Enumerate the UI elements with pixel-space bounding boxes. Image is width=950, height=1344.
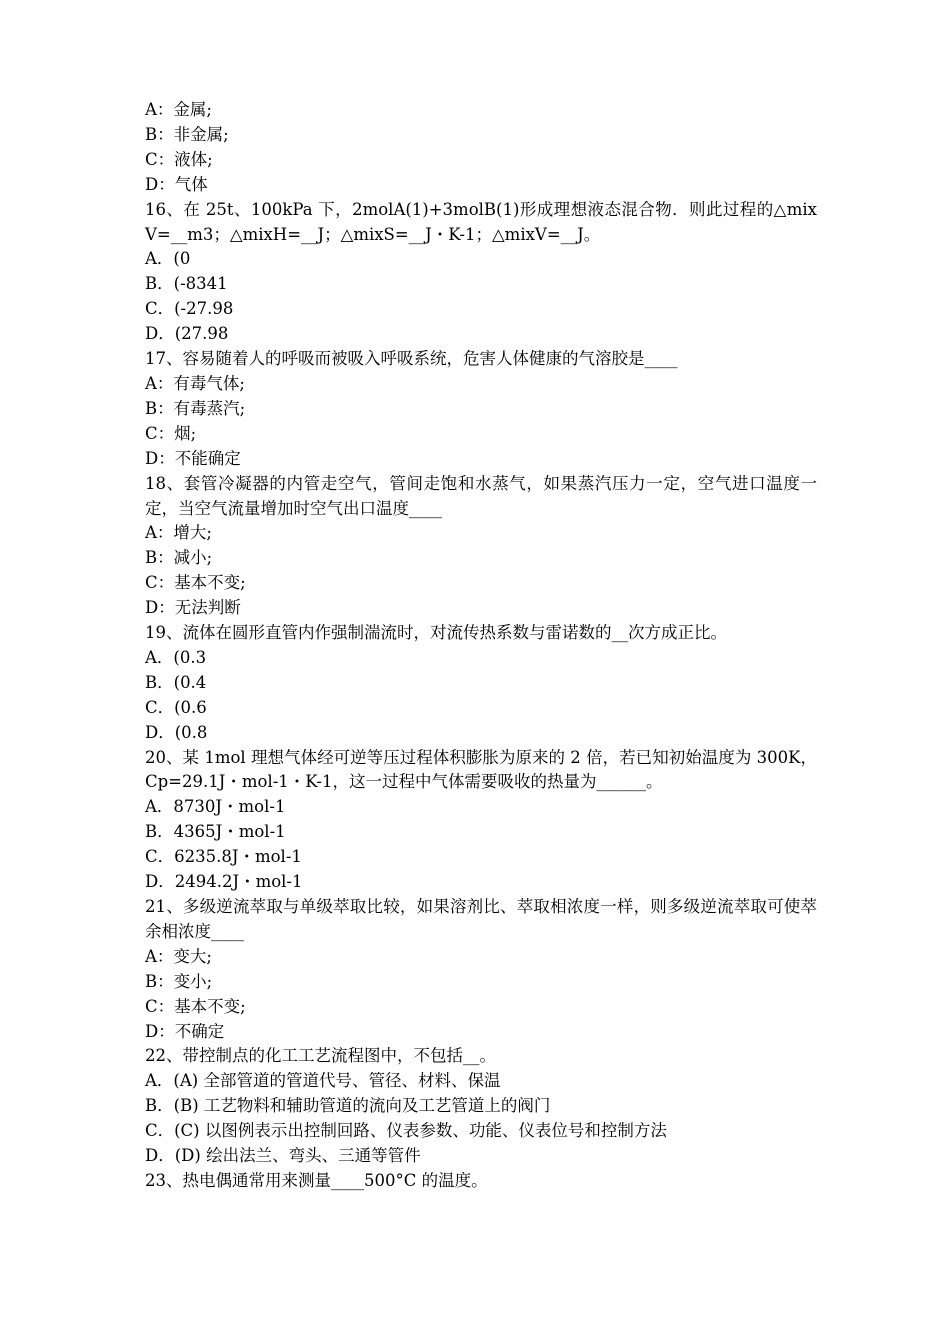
question-stem: 21、多级逆流萃取与单级萃取比较，如果溶剂比、萃取相浓度一样，则多级逆流萃取可使萃余相浓度____ [145, 897, 817, 941]
question-stem: 20、某 1mol 理想气体经可逆等压过程体积膨胀为原来的 2 倍，若已知初始温度为 300K，Cp=29.1J・mol-1・K-1，这一过程中气体需要吸收的热量为______。 [145, 747, 817, 792]
answer-option: A．8730J・mol-1 [145, 797, 286, 817]
answer-option: C：烟; [145, 423, 197, 443]
answer-option: B．4365J・mol-1 [145, 822, 286, 842]
answer-option: B：变小; [145, 971, 213, 991]
question-stem: 23、热电偶通常用来测量____500°C 的温度。 [145, 1170, 488, 1190]
answer-option: C．6235.8J・mol-1 [145, 847, 302, 867]
answer-option: D：不能确定 [145, 448, 241, 468]
answer-option: A．(A) 全部管道的管道代号、管径、材料、保温 [145, 1071, 501, 1091]
question-stem: 18、套管冷凝器的内管走空气，管间走饱和水蒸气，如果蒸汽压力一定，空气进口温度一定，当空气流量增加时空气出口温度____ [145, 473, 817, 518]
answer-option: A：金属; [145, 100, 212, 119]
answer-option: C：液体; [145, 149, 213, 169]
answer-option: D：不确定 [145, 1021, 225, 1041]
answer-option: D：无法判断 [145, 598, 241, 618]
answer-option: A：变大; [145, 946, 212, 966]
answer-option: C．(0.6 [145, 697, 207, 717]
answer-option: C．(-27.98 [145, 299, 234, 319]
answer-option: C．(C) 以图例表示出控制回路、仪表参数、功能、仪表位号和控制方法 [145, 1121, 667, 1141]
answer-option: D．(0.8 [145, 722, 208, 742]
answer-option: D．2494.2J・mol-1 [145, 872, 303, 892]
answer-option: B．(B) 工艺物料和辅助管道的流向及工艺管道上的阀门 [145, 1096, 551, 1116]
answer-option: A：有毒气体; [145, 373, 245, 393]
answer-option: B：非金属; [145, 124, 229, 144]
answer-option: D．(D) 绘出法兰、弯头、三通等管件 [145, 1146, 421, 1166]
document-body [145, 98, 817, 1194]
question-stem: 22、带控制点的化工工艺流程图中，不包括__。 [145, 1046, 496, 1066]
answer-option: A：增大; [145, 523, 212, 543]
question-stem: 16、在 25t、100kPa 下，2molA(1)+3molB(1)形成理想液态混合物．则此过程的△mixV=__m3；△mixH=__J；△mixS=__J・K-1；△mixV=__J。 [145, 199, 817, 244]
answer-option: A．(0.3 [145, 647, 207, 667]
question-stem: 17、容易随着人的呼吸而被吸入呼吸系统，危害人体健康的气溶胶是____ [145, 349, 678, 369]
answer-option: C：基本不变; [145, 573, 246, 593]
answer-option: B：减小; [145, 548, 213, 568]
answer-option: C：基本不变; [145, 996, 246, 1016]
answer-option: D．(27.98 [145, 324, 229, 344]
answer-option: D：气体 [145, 174, 208, 194]
answer-option: A．(0 [145, 249, 191, 269]
answer-option: B．(0.4 [145, 672, 207, 692]
answer-option: B：有毒蒸汽; [145, 398, 246, 418]
question-stem: 19、流体在圆形直管内作强制湍流时，对流传热系数与雷诺数的__次方成正比。 [145, 623, 727, 643]
answer-option: B．(-8341 [145, 274, 228, 294]
